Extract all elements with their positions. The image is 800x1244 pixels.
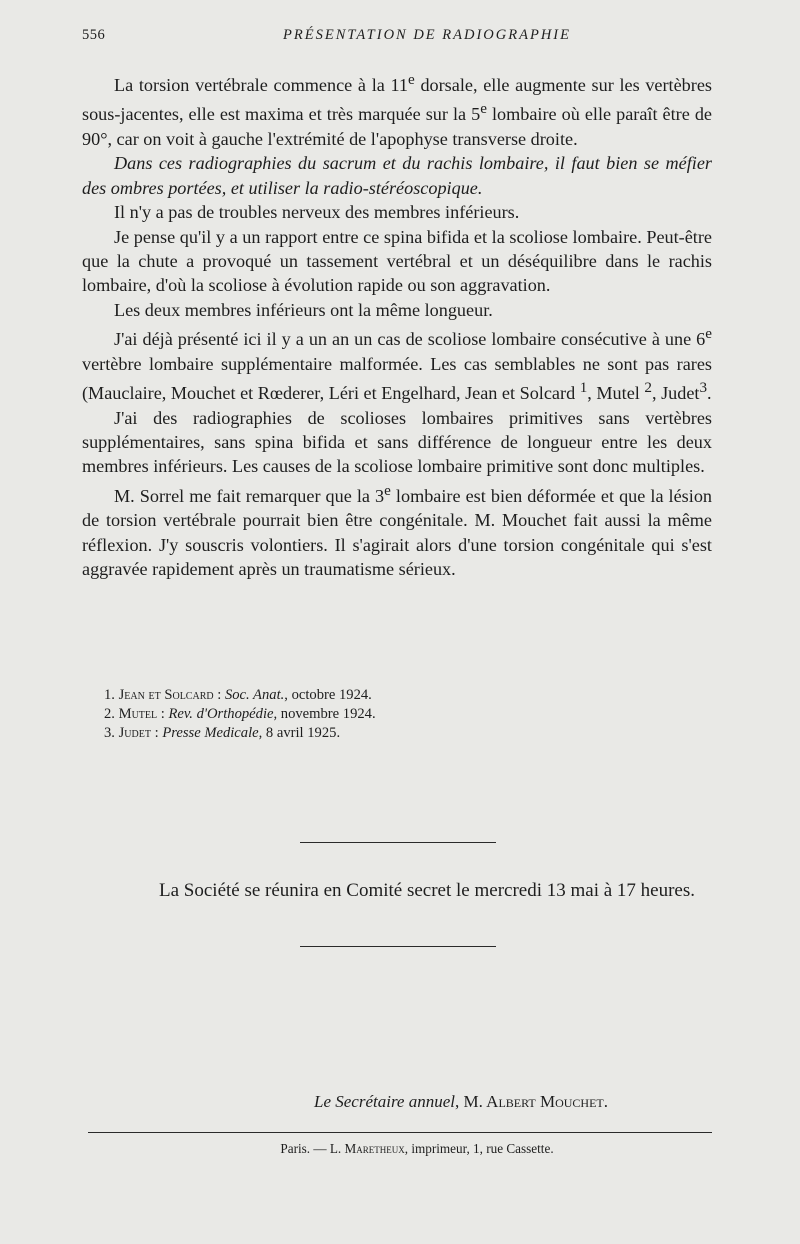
paragraph-6: J'ai déjà présenté ici il y a un an un cas de scoliose lombaire consécutive à une 6e vertèbre lombaire supplémentaire malformée. Les cas semblables ne sont pas rares (Mauclaire, Mouchet et Rœderer, Léri et Engelhard, Jean et Solcard $^1$, Mutel $^2$, Judet$^3$. — [82, 325, 712, 404]
footnote-ref-3: 3 — [699, 379, 708, 397]
footnote-2: 2. Mutel : Rev. d'Orthopédie, novembre 1924. — [104, 706, 376, 722]
paragraph-4: Je pense qu'il y a un rapport entre ce spina bifida et la scoliose lombaire. Peut-être que la chute a provoqué un tassement vertébral et un déséquilibre dans le rachis lombaire, d'où la scoliose à évolution rapide ou son aggravation. — [82, 226, 712, 296]
divider-rule — [300, 842, 496, 843]
paragraph-3: Il n'y a pas de troubles nerveux des membres inférieurs. — [114, 202, 520, 223]
footnote-1: 1. Jean et Solcard : Soc. Anat., octobre 1924. — [104, 687, 372, 703]
signature: Le Secrétaire annuel, M. Albert Mouchet. — [314, 1092, 609, 1111]
page-header — [82, 27, 712, 47]
footnote-ref-2: 2 — [644, 379, 652, 397]
paragraph-5: Les deux membres inférieurs ont la même longueur. — [114, 299, 493, 320]
imprint-rule — [88, 1132, 712, 1133]
printer-imprint: Paris. — L. Maretheux, imprimeur, 1, rue Cassette. — [280, 1141, 554, 1156]
footnotes — [104, 686, 664, 743]
divider-rule — [300, 946, 496, 947]
page-number: 556 — [82, 27, 106, 43]
paragraph-1: La torsion vertébrale commence à la 11e dorsale, elle augmente sur les vertèbres sous-jacentes, elle est maxima et très marquée sur la 5e lombaire où elle paraît être de 90°, car on voit à gauche l'extrémité de l'apophyse transverse droite. — [82, 71, 712, 149]
paragraph-7: J'ai des radiographies de scolioses lombaires primitives sans vertèbres supplémentaires, sans spina bifida et sans différence de longueur entre les deux membres inférieurs. Les causes de la scoliose lombaire primitive sont donc multiples. — [82, 407, 712, 477]
footnote-ref-1: 1 — [579, 379, 588, 397]
meeting-announcement: La Société se réunira en Comité secret le mercredi 13 mai à 17 heures. — [159, 880, 695, 901]
running-title: PRÉSENTATION DE RADIOGRAPHIE — [283, 27, 571, 43]
footnote-3: 3. Judet : Presse Medicale, 8 avril 1925. — [104, 725, 341, 741]
paragraph-8: M. Sorrel me fait remarquer que la 3e lombaire est bien déformée et que la lésion de torsion vertébrale pourrait bien être congénitale. M. Mouchet fait aussi la même réflexion. J'y souscris volontiers. Il s'agirait alors d'une torsion congénitale qui s'est aggravée rapidement après un traumatisme sérieux. — [82, 481, 713, 580]
paragraph-2: Dans ces radiographies du sacrum et du rachis lombaire, il faut bien se méfier des ombres portées, et utiliser la radio-stéréoscopique. — [82, 153, 712, 198]
body-text — [82, 68, 712, 581]
